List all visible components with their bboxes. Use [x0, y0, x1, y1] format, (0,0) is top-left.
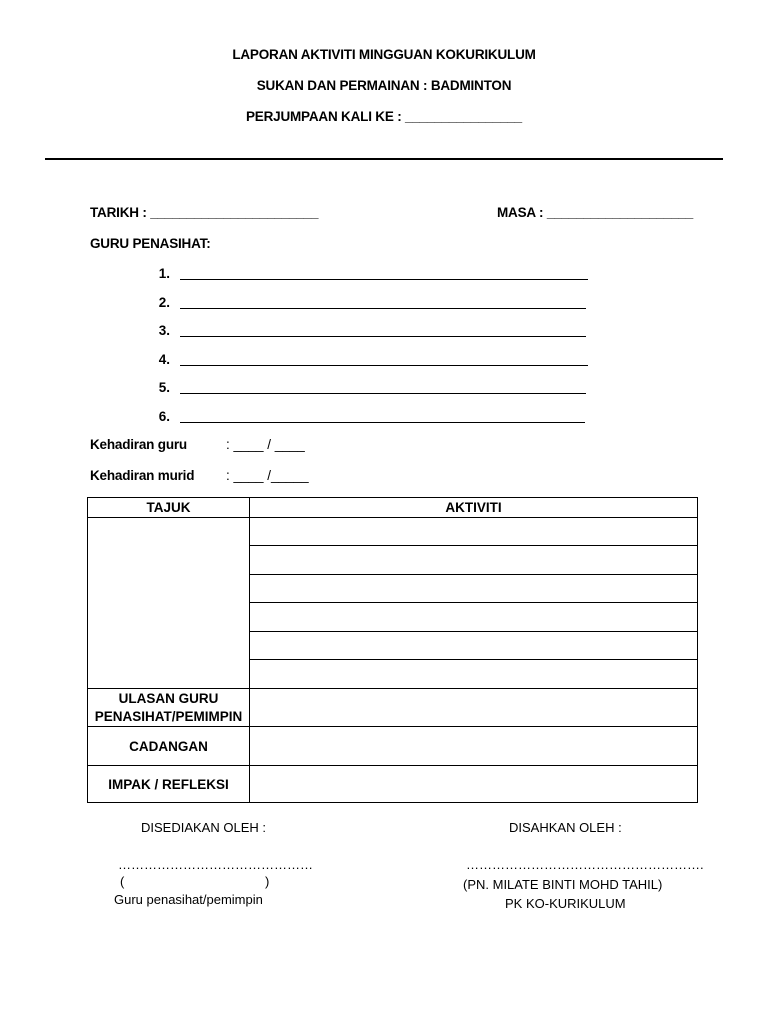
- guru-number: 2.: [158, 295, 170, 310]
- table-row: [88, 727, 698, 766]
- guru-penasihat-label: GURU PENASIHAT:: [90, 236, 211, 251]
- table-row: [88, 689, 698, 727]
- guru-number: 1.: [158, 266, 170, 281]
- aktiviti-cell-5[interactable]: [250, 632, 698, 660]
- cadangan-label: CADANGAN: [88, 727, 250, 766]
- guru-line-4[interactable]: [180, 365, 588, 366]
- activity-table: [87, 497, 698, 803]
- disahkan-signature-line[interactable]: ……………………………………………….: [466, 857, 704, 872]
- disahkan-label: DISAHKAN OLEH :: [509, 820, 622, 835]
- disahkan-role: PK KO-KURIKULUM: [505, 896, 626, 911]
- table-row: [88, 766, 698, 803]
- report-subtitle: SUKAN DAN PERMAINAN : BADMINTON: [256, 78, 512, 93]
- impak-cell[interactable]: [250, 766, 698, 803]
- masa-field[interactable]: MASA : ____________________: [497, 205, 694, 220]
- header-divider: [45, 158, 723, 160]
- table-header-row: [88, 498, 698, 518]
- report-title: LAPORAN AKTIVITI MINGGUAN KOKURIKULUM: [232, 47, 536, 62]
- tajuk-header: TAJUK: [88, 498, 250, 518]
- tarikh-field[interactable]: TARIKH : _______________________: [90, 205, 319, 220]
- kehadiran-guru-field[interactable]: : ____ / ____: [226, 437, 305, 452]
- ulasan-label: [88, 689, 250, 727]
- kehadiran-murid-label: Kehadiran murid: [90, 468, 195, 483]
- guru-line-1[interactable]: [180, 279, 588, 280]
- guru-line-2[interactable]: [180, 308, 586, 309]
- cadangan-cell[interactable]: [250, 727, 698, 766]
- impak-label: IMPAK / REFLEKSI: [88, 766, 250, 803]
- aktiviti-header: AKTIVITI: [250, 498, 698, 518]
- disediakan-label: DISEDIAKAN OLEH :: [141, 820, 266, 835]
- guru-number: 6.: [158, 409, 170, 424]
- ulasan-label-line2: PENASIHAT/PEMIMPIN: [94, 708, 243, 724]
- disediakan-paren-close: ): [265, 874, 270, 889]
- guru-number: 3.: [158, 323, 170, 338]
- guru-line-6[interactable]: [180, 422, 585, 423]
- aktiviti-cell-3[interactable]: [250, 575, 698, 603]
- aktiviti-cell-2[interactable]: [250, 546, 698, 575]
- table-row: [88, 518, 698, 546]
- disediakan-signature-line[interactable]: ………………………………………: [118, 857, 313, 872]
- guru-line-5[interactable]: [180, 393, 586, 394]
- ulasan-label-line1: ULASAN GURU: [118, 690, 219, 706]
- disahkan-name: (PN. MILATE BINTI MOHD TAHIL): [463, 877, 663, 892]
- aktiviti-cell-1[interactable]: [250, 518, 698, 546]
- aktiviti-cell-4[interactable]: [250, 603, 698, 632]
- ulasan-cell[interactable]: [250, 689, 698, 727]
- kehadiran-guru-label: Kehadiran guru: [90, 437, 187, 452]
- disediakan-role: Guru penasihat/pemimpin: [114, 892, 263, 907]
- guru-line-3[interactable]: [180, 336, 586, 337]
- aktiviti-cell-6[interactable]: [250, 660, 698, 689]
- guru-number: 4.: [158, 352, 170, 367]
- guru-number: 5.: [158, 380, 170, 395]
- disediakan-paren-open: (: [120, 874, 125, 889]
- meeting-number-field[interactable]: PERJUMPAAN KALI KE : ________________: [246, 109, 522, 124]
- tajuk-cell[interactable]: [88, 518, 250, 689]
- kehadiran-murid-field[interactable]: : ____ /_____: [226, 468, 309, 483]
